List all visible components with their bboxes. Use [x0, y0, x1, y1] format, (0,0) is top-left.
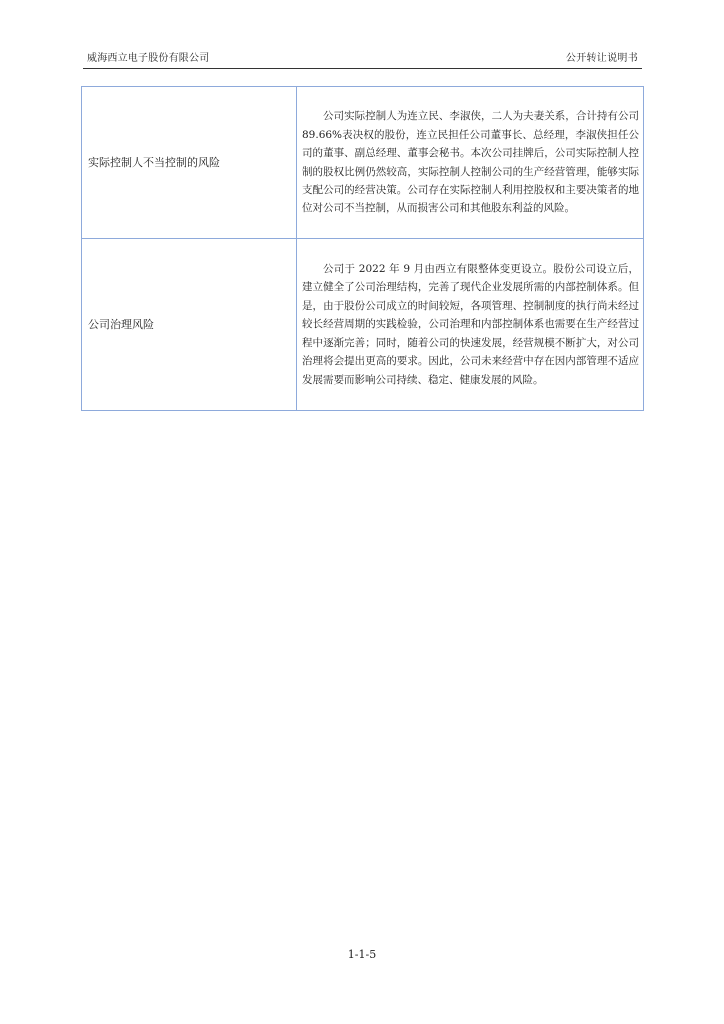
- risk-factor-table: [81, 86, 644, 411]
- risk-description-cell: [297, 87, 644, 239]
- risk-description: 公司于 2022 年 9 月由西立有限整体变更设立。股份公司设立后，建立健全了公司治理结构，完善了现代企业发展所需的内部控制体系。但是，由于股份公司成立的时间较短，各项管理、控制制度的执行尚未经过较长经营周期的实践检验，公司治理和内部控制体系也需要在生产经营过程中逐渐完善；同时，随着公司的快速发展，经营规模不断扩大，对公司治理将会提出更高的要求。因此，公司未来经营中存在因内部管理不适应发展需要而影响公司持续、稳定、健康发展的风险。: [302, 263, 639, 386]
- risk-description-cell: [297, 239, 644, 411]
- header-company-name: 威海西立电子股份有限公司: [87, 53, 210, 64]
- risk-name-cell: [82, 87, 297, 239]
- risk-description: 公司实际控制人为连立民、李淑侠，二人为夫妻关系，合计持有公司 89.66%表决权的股份，连立民担任公司董事长、总经理，李淑侠担任公司的董事、副总经理、董事会秘书。本次公司挂牌后，公司实际控制人控制的股权比例仍然较高，实际控制人控制公司的生产经营管理，能够实际支配公司的经营决策。公司存在实际控制人利用控股权和主要决策者的地位对公司不当控制，从而损害公司和其他股东利益的风险。: [302, 110, 639, 215]
- risk-name: 实际控制人不当控制的风险: [88, 155, 220, 169]
- table-row: [82, 239, 644, 411]
- header-document-title: 公开转让说明书: [565, 53, 638, 64]
- risk-name-cell: [82, 239, 297, 411]
- table-row: [82, 87, 644, 239]
- risk-name: 公司治理风险: [88, 317, 154, 331]
- page-header: [83, 50, 642, 69]
- page-number: 1-1-5: [347, 948, 377, 961]
